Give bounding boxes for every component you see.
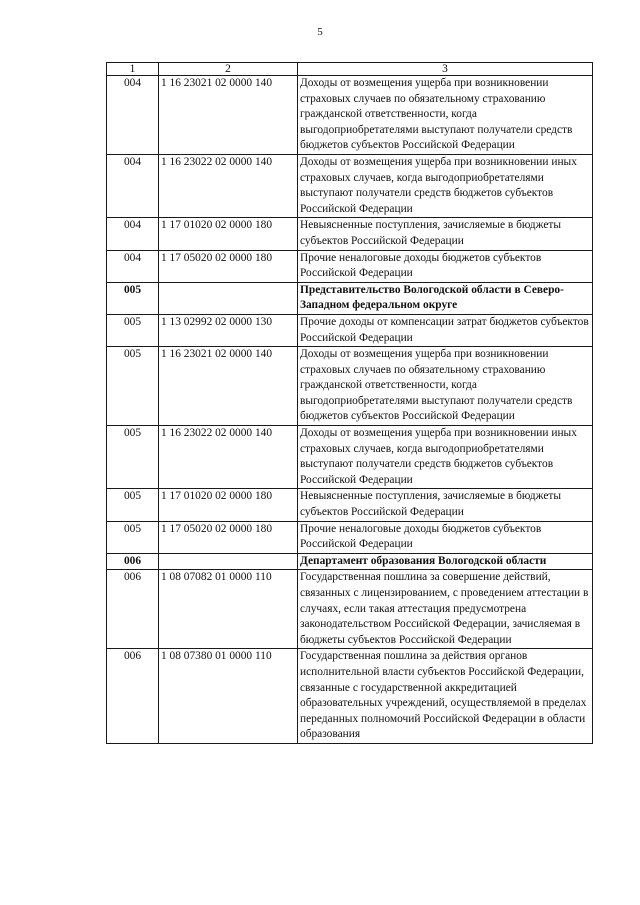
table-row — [107, 426, 593, 489]
revenue-codes-table — [106, 62, 593, 744]
revenue-code-cell: 1 08 07082 01 0000 110 — [159, 570, 298, 649]
column-header-3: 3 — [298, 63, 593, 76]
admin-code-cell: 004 — [107, 154, 159, 217]
revenue-code-cell: 1 16 23022 02 0000 140 — [159, 426, 298, 489]
revenue-name-cell: Прочие неналоговые доходы бюджетов субъектов Российской Федерации — [298, 250, 593, 282]
revenue-name-cell: Государственная пошлина за совершение действий, связанных с лицензированием, с проведением аттестации в случаях, если такая аттестация предусмотрена законодательством Российской Федерации, зачисляемая в бюджеты субъектов Российской Федерации — [298, 570, 593, 649]
revenue-name-cell: Государственная пошлина за действия органов исполнительной власти субъектов Российской Федерации, связанные с государственной аккредитацией образовательных учреждений, осуществляемой в пределах переданных полномочий Российской Федерации в области образования — [298, 649, 593, 744]
revenue-name-cell: Доходы от возмещения ущерба при возникновении страховых случаев по обязательному страхованию гражданской ответственности, когда выгодоприобретателями выступают получатели средств бюджетов субъектов Российской Федерации — [298, 347, 593, 426]
revenue-code-cell: 1 17 05020 02 0000 180 — [159, 250, 298, 282]
revenue-code-cell: 1 13 02992 02 0000 130 — [159, 314, 298, 346]
admin-code-cell: 005 — [107, 314, 159, 346]
revenue-name-cell: Невыясненные поступления, зачисляемые в бюджеты субъектов Российской Федерации — [298, 218, 593, 250]
table-row — [107, 250, 593, 282]
table-row — [107, 154, 593, 217]
admin-code-cell: 006 — [107, 649, 159, 744]
revenue-name-cell: Департамент образования Вологодской области — [298, 553, 593, 570]
table-row — [107, 521, 593, 553]
table-header-row — [107, 63, 593, 76]
section-header-row — [107, 282, 593, 314]
admin-code-cell: 005 — [107, 426, 159, 489]
admin-code-cell: 004 — [107, 218, 159, 250]
revenue-code-cell: 1 08 07380 01 0000 110 — [159, 649, 298, 744]
table-row — [107, 218, 593, 250]
admin-code-cell: 005 — [107, 489, 159, 521]
table-row — [107, 76, 593, 155]
admin-code-cell: 006 — [107, 553, 159, 570]
column-header-2: 2 — [159, 63, 298, 76]
revenue-name-cell: Прочие доходы от компенсации затрат бюджетов субъектов Российской Федерации — [298, 314, 593, 346]
table-row — [107, 489, 593, 521]
table-row — [107, 570, 593, 649]
table-row — [107, 314, 593, 346]
revenue-code-cell: 1 16 23021 02 0000 140 — [159, 347, 298, 426]
revenue-name-cell: Прочие неналоговые доходы бюджетов субъектов Российской Федерации — [298, 521, 593, 553]
revenue-code-cell: 1 17 05020 02 0000 180 — [159, 521, 298, 553]
column-header-1: 1 — [107, 63, 159, 76]
revenue-name-cell: Доходы от возмещения ущерба при возникновении страховых случаев по обязательному страхованию гражданской ответственности, когда выгодоприобретателями выступают получатели средств бюджетов субъектов Российской Федерации — [298, 76, 593, 155]
admin-code-cell: 005 — [107, 282, 159, 314]
table-row — [107, 347, 593, 426]
revenue-code-cell: 1 16 23022 02 0000 140 — [159, 154, 298, 217]
section-header-row — [107, 553, 593, 570]
revenue-code-cell: 1 17 01020 02 0000 180 — [159, 489, 298, 521]
table-row — [107, 649, 593, 744]
revenue-code-cell: 1 17 01020 02 0000 180 — [159, 218, 298, 250]
revenue-name-cell: Представительство Вологодской области в Северо-Западном федеральном округе — [298, 282, 593, 314]
revenue-code-cell: 1 16 23021 02 0000 140 — [159, 76, 298, 155]
table-body — [107, 76, 593, 744]
admin-code-cell: 005 — [107, 347, 159, 426]
admin-code-cell: 004 — [107, 76, 159, 155]
admin-code-cell: 006 — [107, 570, 159, 649]
admin-code-cell: 005 — [107, 521, 159, 553]
revenue-code-cell — [159, 282, 298, 314]
revenue-name-cell: Невыясненные поступления, зачисляемые в бюджеты субъектов Российской Федерации — [298, 489, 593, 521]
revenue-name-cell: Доходы от возмещения ущерба при возникновении иных страховых случаев, когда выгодоприобретателями выступают получатели средств бюджетов субъектов Российской Федерации — [298, 154, 593, 217]
revenue-code-cell — [159, 553, 298, 570]
page-number: 5 — [317, 26, 323, 38]
admin-code-cell: 004 — [107, 250, 159, 282]
revenue-name-cell: Доходы от возмещения ущерба при возникновении иных страховых случаев, когда выгодоприобретателями выступают получатели средств бюджетов субъектов Российской Федерации — [298, 426, 593, 489]
